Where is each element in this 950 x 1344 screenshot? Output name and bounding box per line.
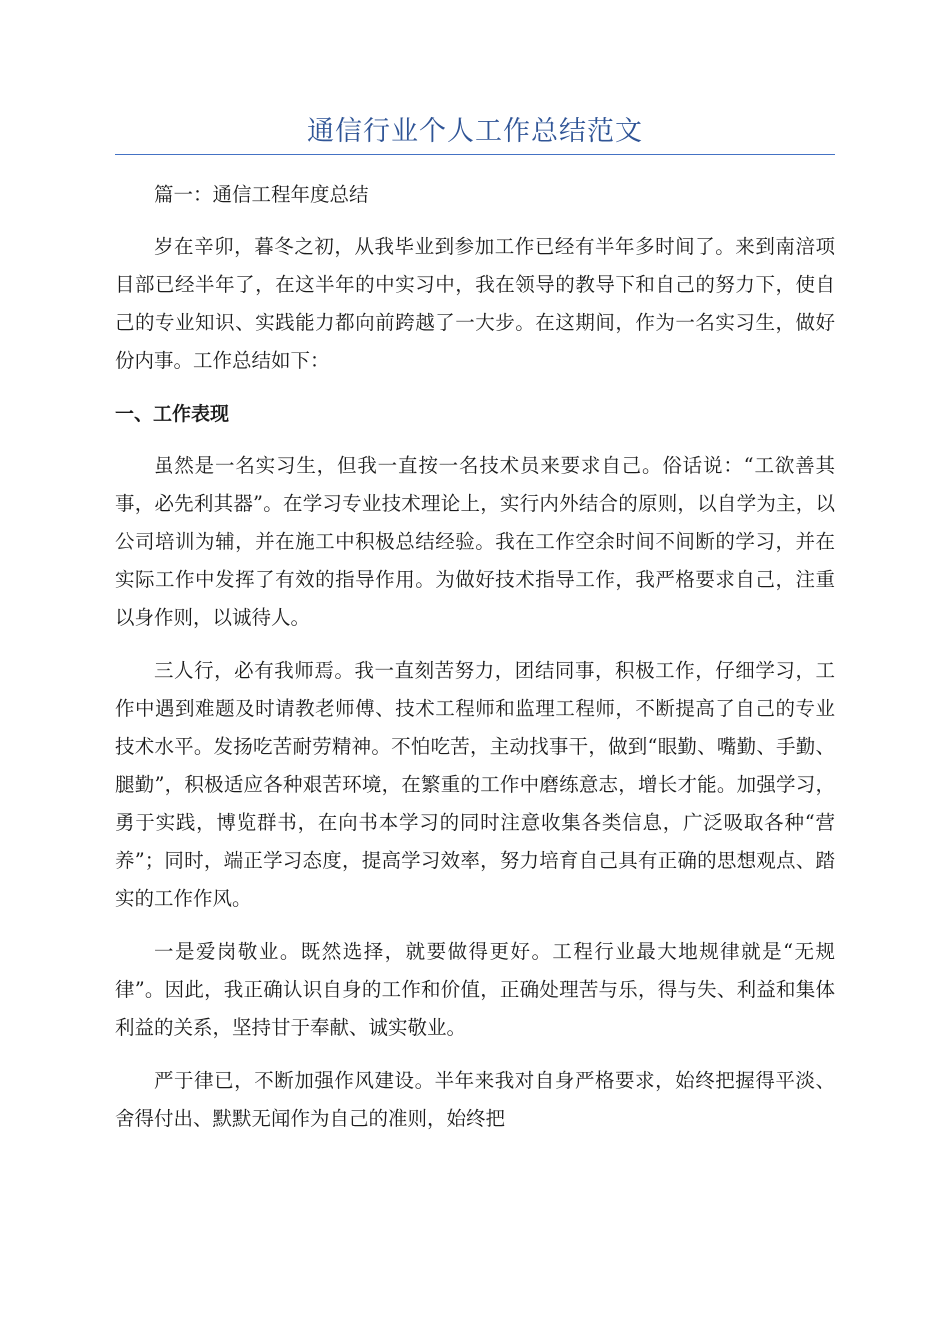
body-paragraph-1: 虽然是一名实习生，但我一直按一名技术员来要求自己。俗话说：“工欲善其事，必先利其器”。在学习专业技术理论上，实行内外结合的原则，以自学为主，以公司培训为辅，并在施工中积极总结经验。我在工作空余时间不间断的学习，并在实际工作中发挥了有效的指导作用。为做好技术指导工作，我严格要求自己，注重以身作则，以诚待人。	[115, 454, 835, 629]
document-subtitle: 篇一：通信工程年度总结	[154, 183, 369, 206]
document-body	[115, 176, 835, 1153]
title-underline	[115, 154, 835, 155]
section-heading: 一、工作表现	[115, 403, 230, 425]
body-paragraph-3: 一是爱岗敬业。既然选择，就要做得更好。工程行业最大地规律就是“无规律”。因此，我正确认识自身的工作和价值，正确处理苦与乐，得与失、利益和集体利益的关系，坚持甘于奉献、诚实敬业。	[115, 940, 835, 1039]
document-title: 通信行业个人工作总结范文	[307, 116, 643, 147]
body-paragraph-4: 严于律已，不断加强作风建设。半年来我对自身严格要求，始终把握得平淡、舍得付出、默默无闻作为自己的准则，始终把	[115, 1069, 835, 1130]
body-paragraph-2: 三人行，必有我师焉。我一直刻苦努力，团结同事，积极工作，仔细学习，工作中遇到难题及时请教老师傅、技术工程师和监理工程师，不断提高了自己的专业技术水平。发扬吃苦耐劳精神。不怕吃苦，主动找事干，做到“眼勤、嘴勤、手勤、腿勤”，积极适应各种艰苦环境，在繁重的工作中磨练意志，增长才能。加强学习，勇于实践，博览群书，在向书本学习的同时注意收集各类信息，广泛吸取各种“营养”；同时，端正学习态度，提高学习效率，努力培育自己具有正确的思想观点、踏实的工作作风。	[115, 659, 835, 910]
intro-paragraph: 岁在辛卯，暮冬之初，从我毕业到参加工作已经有半年多时间了。来到南涪项目部已经半年了，在这半年的中实习中，我在领导的教导下和自己的努力下，使自己的专业知识、实践能力都向前跨越了一大步。在这期间，作为一名实习生，做好份内事。工作总结如下：	[115, 235, 835, 372]
